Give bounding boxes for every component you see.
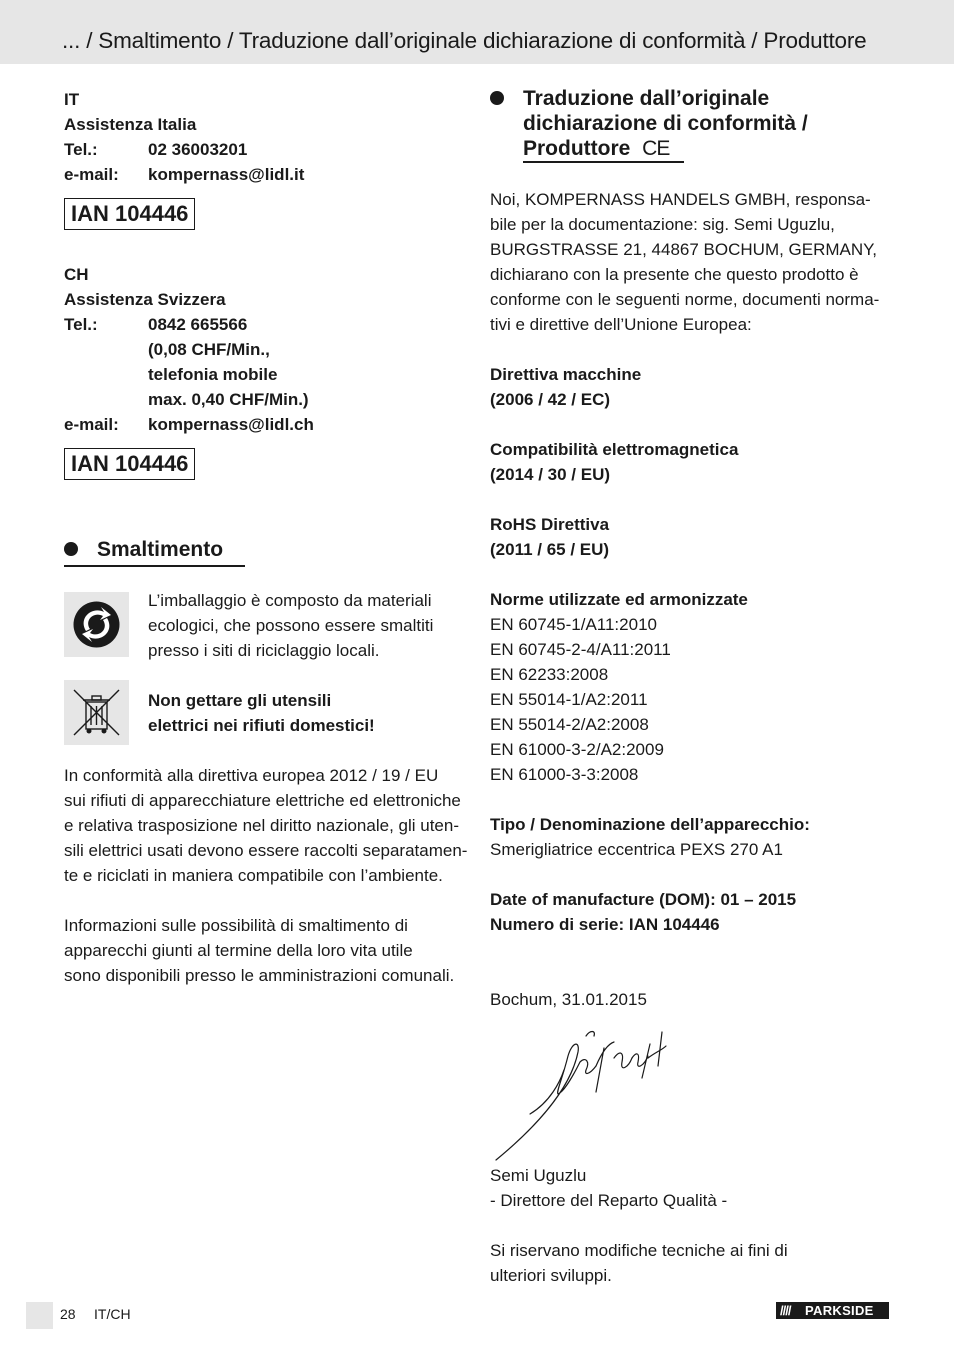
email-label: e-mail: — [64, 165, 119, 184]
handwritten-signature — [490, 1022, 690, 1164]
country-code: IT — [64, 90, 80, 109]
tel-label: Tel.: — [64, 315, 98, 334]
directive-emc: Compatibilità elettromagnetica (2014 / 30 / EU) — [490, 440, 739, 484]
norm-item: EN 62233:2008 — [490, 665, 609, 684]
service-name: Assistenza Svizzera — [64, 290, 226, 309]
email-address: kompernass@lidl.ch — [148, 415, 314, 434]
declaration-intro: Noi, KOMPERNASS HANDELS GMBH, responsa- bile per la documentazione: sig. Semi Uguzlu, BURGSTRASSE 21, 44867 BOCHUM, GERMANY, dichiarano con la presente che questo prodotto è conforme con le seguenti norme, documenti norma- tivi e direttive dell’Unione Europea: — [490, 190, 880, 334]
signer-block — [490, 1163, 727, 1213]
footer-marker — [26, 1302, 53, 1329]
recycling-text: L’imballaggio è composto da materiali ecologici, che possono essere smaltiti presso i siti di riciclaggio locali. — [148, 591, 434, 660]
page-title: ... / Smaltimento / Traduzione dall’originale dichiarazione di conformità / Produttore — [62, 28, 867, 53]
norm-item: EN 55014-2/A2:2008 — [490, 715, 649, 734]
page-number: 28 — [60, 1306, 76, 1322]
manufacture-info — [490, 887, 796, 937]
norm-item: EN 61000-3-2/A2:2009 — [490, 740, 664, 759]
section-heading-declaration: Traduzione dall’originale dichiarazione di conformità / Produttore CE — [523, 87, 808, 160]
norm-item: EN 55014-1/A2:2011 — [490, 690, 648, 709]
contact-switzerland — [64, 262, 464, 437]
directive-rohs: RoHS Direttiva (2011 / 65 / EU) — [490, 515, 610, 559]
green-dot-recycling-icon — [64, 592, 129, 657]
bullet-icon — [64, 542, 78, 556]
ian-box-switzerland: IAN 104446 — [64, 448, 195, 480]
signer-name: Semi Uguzlu — [490, 1166, 587, 1185]
norms-title: Norme utilizzate ed armonizzate — [490, 590, 748, 609]
email-address: kompernass@lidl.it — [148, 165, 305, 184]
norm-item: EN 61000-3-3:2008 — [490, 765, 639, 784]
email-label: e-mail: — [64, 415, 119, 434]
heading-underline — [523, 161, 684, 163]
section-heading-disposal: Smaltimento — [97, 538, 224, 561]
tel-note: max. 0,40 CHF/Min.) — [148, 390, 309, 409]
tel-note: telefonia mobile — [148, 365, 278, 384]
service-name: Assistenza Italia — [64, 115, 197, 134]
locale-label: IT/CH — [94, 1306, 131, 1322]
disposal-paragraph-1: In conformità alla direttiva europea 2012 / 19 / EU sui rifiuti di apparecchiature elettriche ed elettroniche e relativa trasposizione nel diritto nazionale, gli uten- sili elettrici usati devono essere raccolti separatamen- te e riciclati in maniera compatibile con l’ambiente. — [64, 766, 468, 885]
norm-item: EN 60745-2-4/A11:2011 — [490, 640, 671, 659]
place-date: Bochum, 31.01.2015 — [490, 990, 647, 1009]
serial-number: Numero di serie: IAN 104446 — [490, 915, 720, 934]
country-code: CH — [64, 265, 89, 284]
ian-box-italy: IAN 104446 — [64, 198, 195, 230]
tel-note: (0,08 CHF/Min., — [148, 340, 270, 359]
heading-underline — [64, 565, 245, 567]
crossed-out-bin-icon — [64, 680, 129, 745]
contact-italy — [64, 87, 464, 187]
ce-mark-icon: CE — [642, 137, 670, 160]
device-type: Tipo / Denominazione dell’apparecchio: Smerigliatrice eccentrica PEXS 270 A1 — [490, 815, 810, 859]
norm-item: EN 60745-1/A11:2010 — [490, 615, 657, 634]
weee-warning-text: Non gettare gli utensili elettrici nei rifiuti domestici! — [148, 691, 375, 735]
directive-machinery: Direttiva macchine (2006 / 42 / EC) — [490, 365, 642, 409]
parkside-logo: //// PARKSIDE — [776, 1302, 889, 1319]
tel-number: 0842 665566 — [148, 315, 248, 334]
norms-list — [490, 587, 748, 787]
date-of-manufacture: Date of manufacture (DOM): 01 – 2015 — [490, 890, 797, 909]
signer-role: - Direttore del Reparto Qualità - — [490, 1191, 728, 1210]
disposal-paragraph-2: Informazioni sulle possibilità di smaltimento di apparecchi giunti al termine della loro vita utile sono disponibili presso le amministrazioni comunali. — [64, 916, 455, 985]
tel-label: Tel.: — [64, 140, 98, 159]
tel-number: 02 36003201 — [148, 140, 248, 159]
bullet-icon — [490, 91, 504, 105]
reservation-note: Si riservano modifiche tecniche ai fini di ulteriori sviluppi. — [490, 1241, 788, 1285]
